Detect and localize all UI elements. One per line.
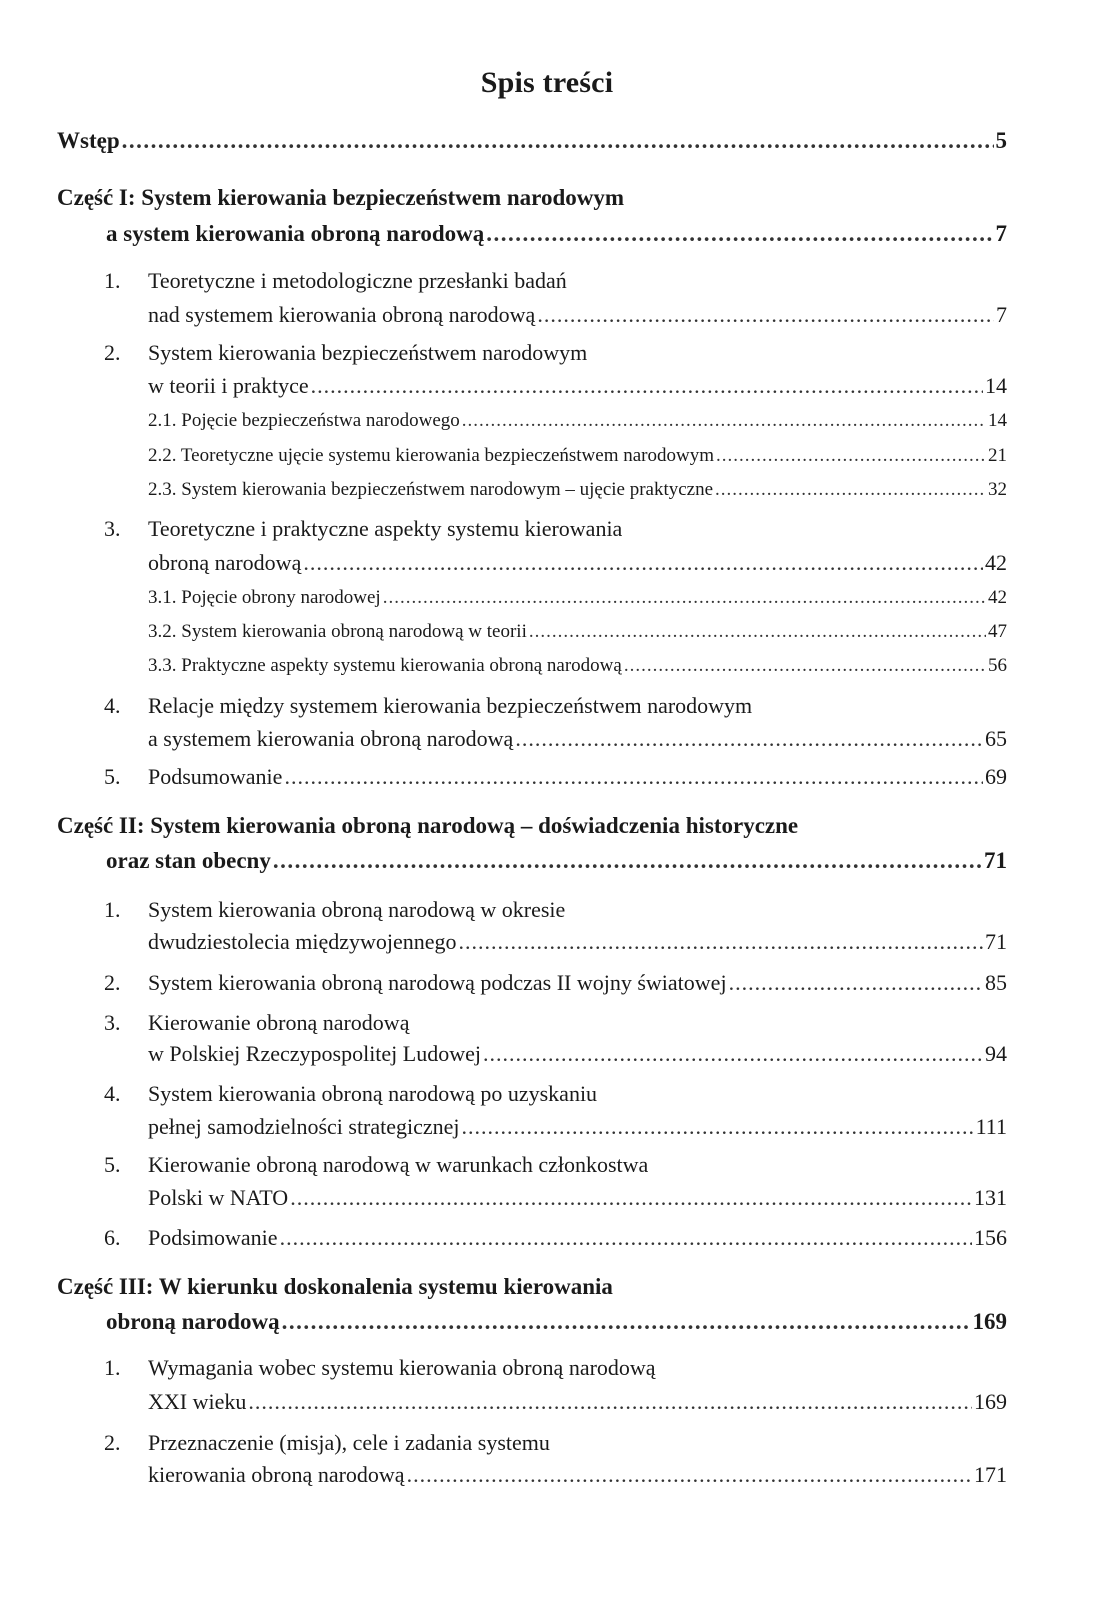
toc-entry-sub[interactable] xyxy=(148,621,1007,643)
item-number: 4. xyxy=(104,1081,121,1106)
item-number: 2. xyxy=(104,340,121,365)
leader-dots xyxy=(280,1225,972,1251)
leader-dots xyxy=(284,764,983,790)
entry-label: 3.2. System kierowania obroną narodową w teorii xyxy=(148,621,527,642)
page-number: 171 xyxy=(974,1462,1007,1487)
entry-label: System kierowania obroną narodową podczas II wojny światowej xyxy=(148,970,727,995)
entry-label: 3.1. Pojęcie obrony narodowej xyxy=(148,587,381,608)
item-number: 5. xyxy=(104,764,121,789)
page-number: 94 xyxy=(985,1041,1007,1066)
item-number: 2. xyxy=(104,970,121,995)
toc-entry-sub[interactable] xyxy=(148,479,1007,501)
toc-item-line: Relacje między systemem kierowania bezpieczeństwem narodowym xyxy=(148,693,753,718)
toc-entry[interactable] xyxy=(148,929,1007,955)
page-number: 32 xyxy=(988,479,1007,500)
toc-entry[interactable] xyxy=(148,1114,1007,1140)
entry-label: 3.3. Praktyczne aspekty systemu kierowania obroną narodową xyxy=(148,655,622,676)
entry-label: 2.1. Pojęcie bezpieczeństwa narodowego xyxy=(148,410,460,431)
entry-label: Polski w NATO xyxy=(148,1185,289,1210)
item-number: 1. xyxy=(104,897,121,922)
toc-entry[interactable] xyxy=(148,1225,1007,1251)
leader-dots xyxy=(462,1114,974,1140)
page-number: 169 xyxy=(972,1309,1007,1334)
toc-item-line: Teoretyczne i praktyczne aspekty systemu kierowania xyxy=(148,516,623,541)
page-number: 71 xyxy=(985,929,1007,954)
page-number: 111 xyxy=(975,1114,1007,1139)
entry-label: pełnej samodzielności strategicznej xyxy=(148,1114,460,1139)
leader-dots xyxy=(248,1389,972,1415)
page-number: 42 xyxy=(988,587,1007,608)
leader-dots xyxy=(459,929,983,955)
toc-entry[interactable] xyxy=(148,970,1007,996)
leader-dots xyxy=(282,1309,971,1335)
leader-dots xyxy=(273,848,982,874)
leader-dots xyxy=(483,1041,983,1067)
entry-label: kierowania obroną narodową xyxy=(148,1462,405,1487)
page-number: 47 xyxy=(988,621,1007,642)
entry-label: oraz stan obecny xyxy=(106,848,271,873)
toc-entry[interactable] xyxy=(148,764,1007,790)
page-number: 65 xyxy=(985,726,1007,751)
part-heading: Część I: System kierowania bezpieczeństwem narodowym xyxy=(57,185,625,210)
toc-item-line: Teoretyczne i metodologiczne przesłanki badań xyxy=(148,268,567,293)
page-number: 85 xyxy=(985,970,1007,995)
entry-label: 2.2. Teoretyczne ujęcie systemu kierowania bezpieczeństwem narodowym xyxy=(148,445,714,466)
toc-entry[interactable] xyxy=(148,373,1007,399)
entry-label: a systemem kierowania obroną narodową xyxy=(148,726,514,751)
toc-entry-sub[interactable] xyxy=(148,655,1007,677)
toc-item-line: System kierowania bezpieczeństwem narodowym xyxy=(148,340,588,365)
page-number: 14 xyxy=(985,373,1007,398)
item-number: 3. xyxy=(104,516,121,541)
item-number: 5. xyxy=(104,1152,121,1177)
toc-entry-intro[interactable] xyxy=(57,128,1007,154)
item-number: 3. xyxy=(104,1010,121,1035)
toc-entry[interactable] xyxy=(148,1462,1007,1488)
page-number: 21 xyxy=(988,445,1007,466)
page-number: 131 xyxy=(974,1185,1007,1210)
page-number: 69 xyxy=(985,764,1007,789)
item-number: 1. xyxy=(104,268,121,293)
leader-dots xyxy=(716,445,986,467)
item-number: 1. xyxy=(104,1355,121,1380)
page-number: 5 xyxy=(995,128,1007,153)
leader-dots xyxy=(529,621,986,643)
toc-entry-sub[interactable] xyxy=(148,445,1007,467)
entry-label: w teorii i praktyce xyxy=(148,373,309,398)
toc-entry[interactable] xyxy=(148,302,1007,328)
leader-dots xyxy=(515,726,983,752)
entry-label: obroną narodową xyxy=(106,1309,280,1334)
leader-dots xyxy=(383,587,986,609)
leader-dots xyxy=(537,302,994,328)
toc-item-line: Kierowanie obroną narodową w warunkach członkostwa xyxy=(148,1152,649,1177)
part-heading: Część III: W kierunku doskonalenia systemu kierowania xyxy=(57,1274,613,1299)
toc-entry-sub[interactable] xyxy=(148,587,1007,609)
toc-entry[interactable] xyxy=(148,726,1007,752)
toc-entry-part-3[interactable] xyxy=(106,1309,1007,1335)
toc-entry[interactable] xyxy=(148,1389,1007,1415)
leader-dots xyxy=(303,550,983,576)
page-number: 7 xyxy=(996,302,1007,327)
part-heading: Część II: System kierowania obroną narodową – doświadczenia historyczne xyxy=(57,813,799,838)
item-number: 6. xyxy=(104,1225,121,1250)
page-number: 71 xyxy=(984,848,1007,873)
entry-label: dwudziestolecia międzywojennego xyxy=(148,929,457,954)
entry-label: XXI wieku xyxy=(148,1389,247,1414)
entry-label: obroną narodową xyxy=(148,550,302,575)
page-number: 169 xyxy=(974,1389,1007,1414)
toc-entry-sub[interactable] xyxy=(148,410,1007,432)
leader-dots xyxy=(311,373,983,399)
toc-item-line: Wymagania wobec systemu kierowania obroną narodową xyxy=(148,1355,656,1380)
entry-label: Podsumowanie xyxy=(148,764,283,789)
item-number: 4. xyxy=(104,693,121,718)
entry-label: Wstęp xyxy=(57,128,120,153)
leader-dots xyxy=(462,410,986,432)
leader-dots xyxy=(624,655,986,677)
toc-item-line: Przeznaczenie (misja), cele i zadania systemu xyxy=(148,1430,550,1455)
leader-dots xyxy=(715,479,986,501)
toc-entry-part-1[interactable] xyxy=(106,221,1007,247)
page-number: 156 xyxy=(974,1225,1007,1250)
entry-label: a system kierowania obroną narodową xyxy=(106,221,485,246)
leader-dots xyxy=(290,1185,972,1211)
leader-dots xyxy=(729,970,983,996)
toc-item-line: Kierowanie obroną narodową xyxy=(148,1010,410,1035)
page-title: Spis treści xyxy=(480,66,614,99)
page-number: 42 xyxy=(985,550,1007,575)
entry-label: w Polskiej Rzeczypospolitej Ludowej xyxy=(148,1041,481,1066)
toc-entry[interactable] xyxy=(148,1185,1007,1211)
toc-entry-part-2[interactable] xyxy=(106,848,1007,874)
toc-entry[interactable] xyxy=(148,1041,1007,1067)
leader-dots xyxy=(122,128,994,154)
entry-label: 2.3. System kierowania bezpieczeństwem narodowym – ujęcie praktyczne xyxy=(148,479,714,500)
entry-label: nad systemem kierowania obroną narodową xyxy=(148,302,536,327)
item-number: 2. xyxy=(104,1430,121,1455)
page-number: 56 xyxy=(988,655,1007,676)
entry-label: Podsimowanie xyxy=(148,1225,278,1250)
page-number: 14 xyxy=(988,410,1007,431)
leader-dots xyxy=(486,221,993,247)
leader-dots xyxy=(407,1462,972,1488)
toc-entry[interactable] xyxy=(148,550,1007,576)
toc-item-line: System kierowania obroną narodową w okresie xyxy=(148,897,566,922)
page-number: 7 xyxy=(995,221,1007,246)
toc-item-line: System kierowania obroną narodową po uzyskaniu xyxy=(148,1081,598,1106)
